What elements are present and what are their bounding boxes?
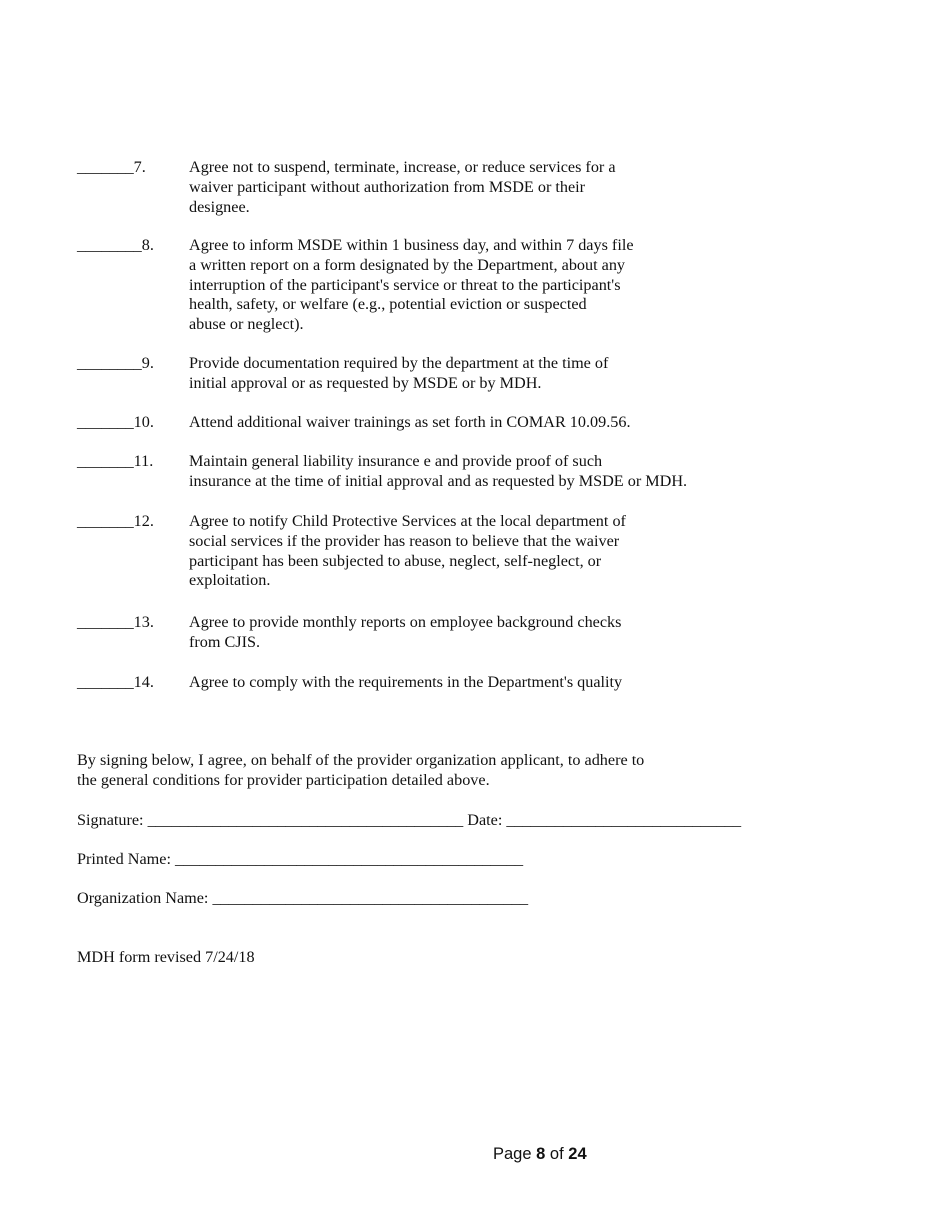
total-pages: 24 [568,1145,587,1163]
item-line: participant has been subjected to abuse, neglect, self-neglect, or [189,551,602,570]
item-number: _______14. [77,673,154,691]
item-line: insurance at the time of initial approval and as requested by MSDE or MDH. [189,471,688,490]
agreement-line: By signing below, I agree, on behalf of the provider organization applicant, to adhere to [77,751,645,769]
item-line: a written report on a form designated by the Department, about any [189,255,626,274]
agreement-paragraph [77,751,797,791]
item-number: _______10. [77,413,154,431]
item-number: _______11. [77,452,154,470]
item-line: waiver participant without authorization from MSDE or their [189,177,586,196]
item-line: abuse or neglect). [189,315,304,334]
item-line: Provide documentation required by the department at the time of [189,354,609,372]
item-text [189,512,749,591]
item-line: designee. [189,197,250,216]
item-number: _______12. [77,512,154,530]
organization-name-field[interactable]: Organization Name: _______________________________________ [77,889,529,907]
item-text [189,236,749,335]
item-text [189,613,749,653]
item-line: Agree to notify Child Protective Services at the local department of [189,512,626,530]
item-line: exploitation. [189,571,271,590]
agreement-line: the general conditions for provider participation detailed above. [77,770,490,789]
item-number: ________9. [77,354,154,372]
item-line: Maintain general liability insurance e and provide proof of such [189,452,603,470]
item-number: _______7. [77,158,146,176]
item-line: Agree to provide monthly reports on employee background checks [189,613,622,631]
item-text [189,354,749,394]
item-line: health, safety, or welfare (e.g., potential eviction or suspected [189,295,587,314]
current-page: 8 [536,1145,546,1163]
of-word: of [549,1145,564,1163]
item-line: Agree to comply with the requirements in the Department's quality [189,673,623,691]
item-number: _______13. [77,613,154,631]
page-number [493,1145,587,1164]
form-revision-note: MDH form revised 7/24/18 [77,948,255,966]
item-line: Agree not to suspend, terminate, increase, or reduce services for a [189,158,616,176]
signature-date-field[interactable]: Signature: _______________________________________ Date: _____________________________ [77,811,742,829]
item-text [189,158,749,217]
page-word: Page [493,1145,532,1163]
item-text [189,452,789,492]
item-number: ________8. [77,236,154,254]
item-text [189,413,749,433]
item-line: interruption of the participant's service or threat to the participant's [189,275,621,294]
printed-name-field[interactable]: Printed Name: ___________________________________________ [77,850,524,868]
item-text [189,673,749,693]
item-line: Attend additional waiver trainings as set forth in COMAR 10.09.56. [189,413,631,431]
item-line: initial approval or as requested by MSDE or by MDH. [189,373,542,392]
item-line: from CJIS. [189,632,261,651]
item-line: Agree to inform MSDE within 1 business day, and within 7 days file [189,236,634,254]
item-line: social services if the provider has reason to believe that the waiver [189,531,620,550]
